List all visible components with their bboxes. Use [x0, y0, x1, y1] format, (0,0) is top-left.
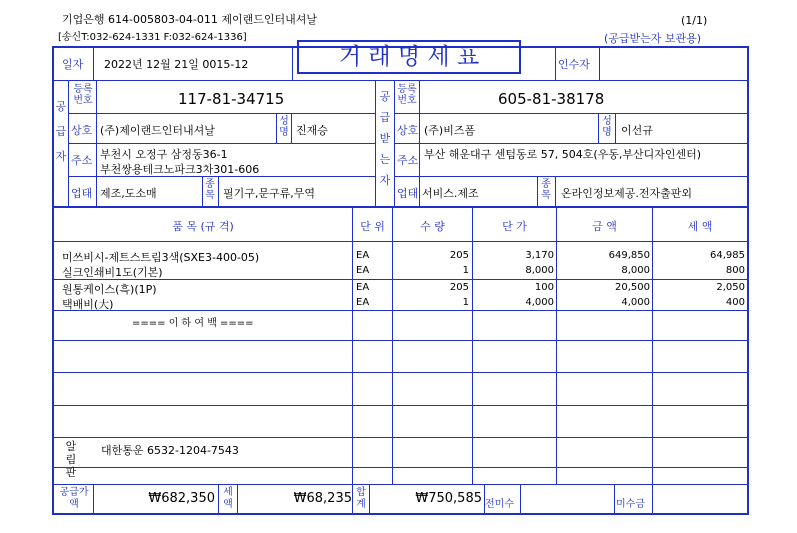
supplier-biztype: 제조,도소매	[100, 187, 157, 200]
total-amount: ₩750,585	[415, 491, 482, 506]
item-price: 3,170	[525, 250, 554, 261]
item-qty: 205	[449, 282, 469, 293]
buyer-company-label: 상호	[397, 124, 419, 137]
supplier-bizitem: 필기구,문구류,무역	[223, 187, 316, 200]
buyer-side-label: 공급받는자	[379, 90, 391, 187]
buyer-bizitem: 온라인정보제공.전자출판외	[561, 187, 693, 200]
col-header-tax: 세 액	[687, 220, 713, 233]
supplier-address-2: 부천쌍용테크노파크3차301-606	[100, 163, 260, 176]
item-price: 8,000	[525, 265, 554, 276]
buyer-reg-no: 605-81-38178	[498, 90, 605, 108]
item-name: 택배비(大)	[62, 298, 114, 311]
buyer-biztype: 서비스.제조	[422, 187, 479, 200]
item-amount: 4,000	[621, 297, 650, 308]
total-amount-label: 합계	[356, 487, 366, 510]
buyer-biztype-label: 업태	[397, 187, 419, 200]
copy-label: (공급받는자 보관용)	[604, 32, 702, 45]
supply-amount-label: 공급가액	[59, 487, 89, 510]
supplier-reg-label: 등록번호	[73, 84, 93, 106]
item-name: 원통케이스(흑)(1P)	[62, 283, 157, 296]
col-header-unit: 단 위	[360, 220, 385, 233]
item-tax: 800	[725, 265, 745, 276]
supplier-name-label: 성명	[279, 116, 289, 138]
item-amount: 8,000	[621, 265, 650, 276]
item-tax: 64,985	[710, 250, 745, 261]
supplier-bizitem-label: 종목	[205, 179, 215, 201]
item-unit: EA	[356, 250, 370, 261]
supply-amount: ₩682,350	[148, 491, 215, 506]
item-qty: 1	[462, 297, 469, 308]
buyer-company: (주)비즈폼	[424, 124, 476, 137]
item-name: 실크인쇄비1도(기본)	[62, 266, 163, 279]
item-amount: 20,500	[615, 282, 650, 293]
tax-amount-label: 세액	[223, 487, 233, 510]
supplier-side-label: 공급자	[55, 100, 67, 163]
col-header-item: 품 목 (규 격)	[172, 220, 234, 233]
item-unit: EA	[356, 265, 370, 276]
page-indicator: (1/1)	[681, 14, 708, 27]
item-name: 미쓰비시-제트스트림3색(SXE3-400-05)	[62, 251, 260, 264]
buyer-reg-label: 등록번호	[397, 84, 417, 106]
unpaid-label: 미수금	[616, 499, 645, 510]
item-price: 100	[534, 282, 554, 293]
receiver-label: 인수자	[558, 58, 590, 71]
supplier-address-label: 주소	[71, 154, 93, 167]
item-qty: 1	[462, 265, 469, 276]
item-qty: 205	[449, 250, 469, 261]
prev-unpaid-label: 전미수	[485, 499, 514, 510]
supplier-biztype-label: 업태	[71, 187, 93, 200]
item-tax: 400	[725, 297, 745, 308]
item-amount: 649,850	[608, 250, 650, 261]
date-label: 일자	[62, 58, 84, 71]
contact-line: [송신T:032-624-1331 F:032-624-1336]	[58, 32, 247, 43]
end-of-list-marker: ==== 이 하 여 백 ====	[132, 318, 254, 329]
item-unit: EA	[356, 297, 370, 308]
notice-label: 알림판	[65, 440, 77, 479]
tax-amount: ₩68,235	[293, 491, 352, 506]
supplier-address-1: 부천시 오정구 삼정동36-1	[100, 148, 228, 161]
item-price: 4,000	[525, 297, 554, 308]
document-title: 거 래 명 세 표	[297, 40, 521, 74]
supplier-company-label: 상호	[71, 124, 93, 137]
item-tax: 2,050	[716, 282, 745, 293]
buyer-name-label: 성명	[602, 116, 612, 138]
col-header-amount: 금 액	[592, 220, 617, 233]
buyer-bizitem-label: 종목	[541, 179, 551, 201]
buyer-address: 부산 해운대구 센텀동로 57, 504호(우동,부산디자인센터)	[424, 148, 702, 161]
bank-account-line: 기업은행 614-005803-04-011 제이랜드인터내셔날	[62, 13, 318, 26]
col-header-qty: 수 량	[420, 220, 445, 233]
buyer-address-label: 주소	[397, 154, 419, 167]
col-header-price: 단 가	[502, 220, 527, 233]
item-unit: EA	[356, 282, 370, 293]
date-value: 2022년 12월 21일 0015-12	[104, 58, 249, 71]
notice-text: 대한통운 6532-1204-7543	[101, 444, 239, 457]
supplier-rep: 진재승	[296, 124, 328, 137]
buyer-rep: 이선규	[621, 124, 653, 137]
supplier-company: (주)제이랜드인터내셔날	[100, 124, 215, 137]
supplier-reg-no: 117-81-34715	[178, 90, 285, 108]
